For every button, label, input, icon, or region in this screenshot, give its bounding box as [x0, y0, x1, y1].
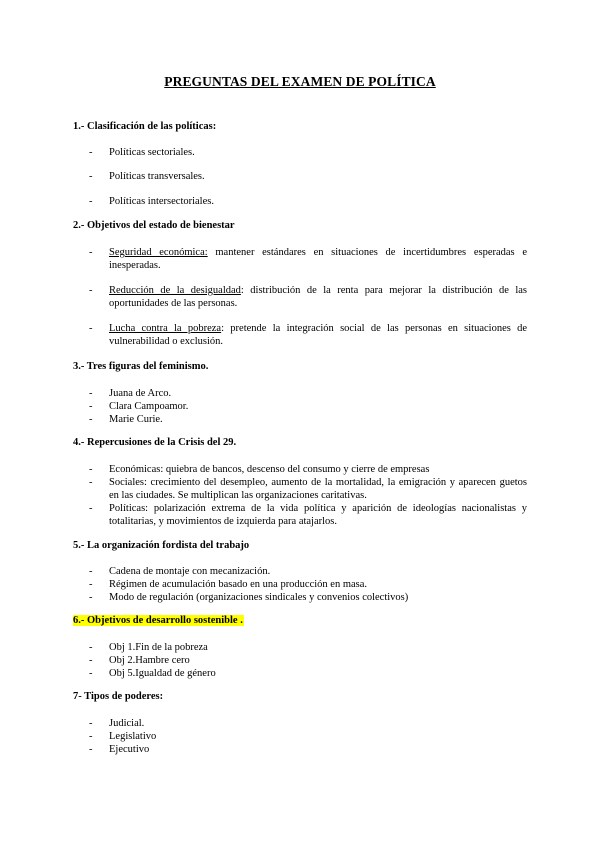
bullet-dash: - [89, 718, 93, 729]
bullet-dash: - [89, 171, 93, 182]
section-heading-1: 1.- Clasificación de las políticas: [73, 121, 217, 132]
section-heading-7: 7- Tipos de poderes: [73, 691, 164, 702]
list-item: - Políticas: polarización extrema de la vida política y aparición de ideologías nacionalistas y totalitarias, y movimientos de izquierda para atajarlos. [89, 503, 527, 527]
bullet-dash: - [89, 464, 93, 475]
bullet-dash: - [89, 323, 93, 334]
list-item: - Seguridad económica: mantener estándares en situaciones de incertidumbres esperadas e inesperadas. [89, 247, 527, 271]
bullet-dash: - [89, 285, 93, 296]
bullet-dash: - [89, 642, 93, 653]
list-item: - Régimen de acumulación basado en una producción en masa. [89, 579, 368, 590]
section-heading-4: 4.- Repercusiones de la Crisis del 29. [73, 437, 237, 448]
list-item: - Políticas intersectoriales. [89, 196, 214, 207]
bullet-dash: - [89, 579, 93, 590]
section-heading-2: 2.- Objetivos del estado de bienestar [73, 220, 235, 231]
list-item: - Obj 1.Fin de la pobreza [89, 642, 208, 653]
list-item: - Modo de regulación (organizaciones sindicales y convenios colectivos) [89, 592, 409, 603]
bullet-dash: - [89, 388, 93, 399]
bullet-dash: - [89, 147, 93, 158]
bullet-dash: - [89, 247, 93, 258]
bullet-dash: - [89, 731, 93, 742]
list-item: - Políticas sectoriales. [89, 147, 195, 158]
bullet-dash: - [89, 477, 93, 488]
list-item: - Reducción de la desigualdad: distribución de la renta para mejorar la distribución de las oportunidades de las personas. [89, 285, 527, 309]
list-item: - Clara Campoamor. [89, 401, 189, 412]
bullet-dash: - [89, 503, 93, 514]
section-heading-5: 5.- La organización fordista del trabajo [73, 540, 250, 551]
bullet-dash: - [89, 655, 93, 666]
page-title: PREGUNTAS DEL EXAMEN DE POLÍTICA [164, 74, 436, 89]
list-item: - Cadena de montaje con mecanización. [89, 566, 271, 577]
bullet-dash: - [89, 566, 93, 577]
bullet-dash: - [89, 401, 93, 412]
item-term: Reducción de la desigualdad [109, 285, 241, 296]
list-item: - Ejecutivo [89, 744, 150, 755]
list-item: - Políticas transversales. [89, 171, 205, 182]
list-item: - Lucha contra la pobreza: pretende la integración social de las personas en situaciones de vulnerabilidad o exclusión. [89, 323, 528, 347]
list-item: - Marie Curie. [89, 414, 163, 425]
list-item: - Judicial. [89, 718, 145, 729]
list-item: - Juana de Arco. [89, 388, 172, 399]
section-heading-3: 3.- Tres figuras del feminismo. [73, 361, 209, 372]
highlighted-heading: 6.- Objetivos de desarrollo sostenible . [73, 615, 243, 626]
section-heading-6 [73, 615, 244, 626]
bullet-dash: - [89, 196, 93, 207]
list-item: - Obj 5.Igualdad de género [89, 668, 216, 679]
list-item: - Legislativo [89, 731, 157, 742]
bullet-dash: - [89, 744, 93, 755]
bullet-dash: - [89, 592, 93, 603]
bullet-dash: - [89, 668, 93, 679]
list-item: - Obj 2.Hambre cero [89, 655, 190, 666]
list-item: - Sociales: crecimiento del desempleo, aumento de la mortalidad, la emigración y aparecen guetos en las ciudades. Se multiplican las organizaciones caritativas. [89, 477, 527, 501]
item-term: Lucha contra la pobreza [109, 323, 222, 334]
list-item: - Económicas: quiebra de bancos, descenso del consumo y cierre de empresas [89, 464, 430, 475]
bullet-dash: - [89, 414, 93, 425]
item-term: Seguridad económica: [109, 247, 208, 258]
